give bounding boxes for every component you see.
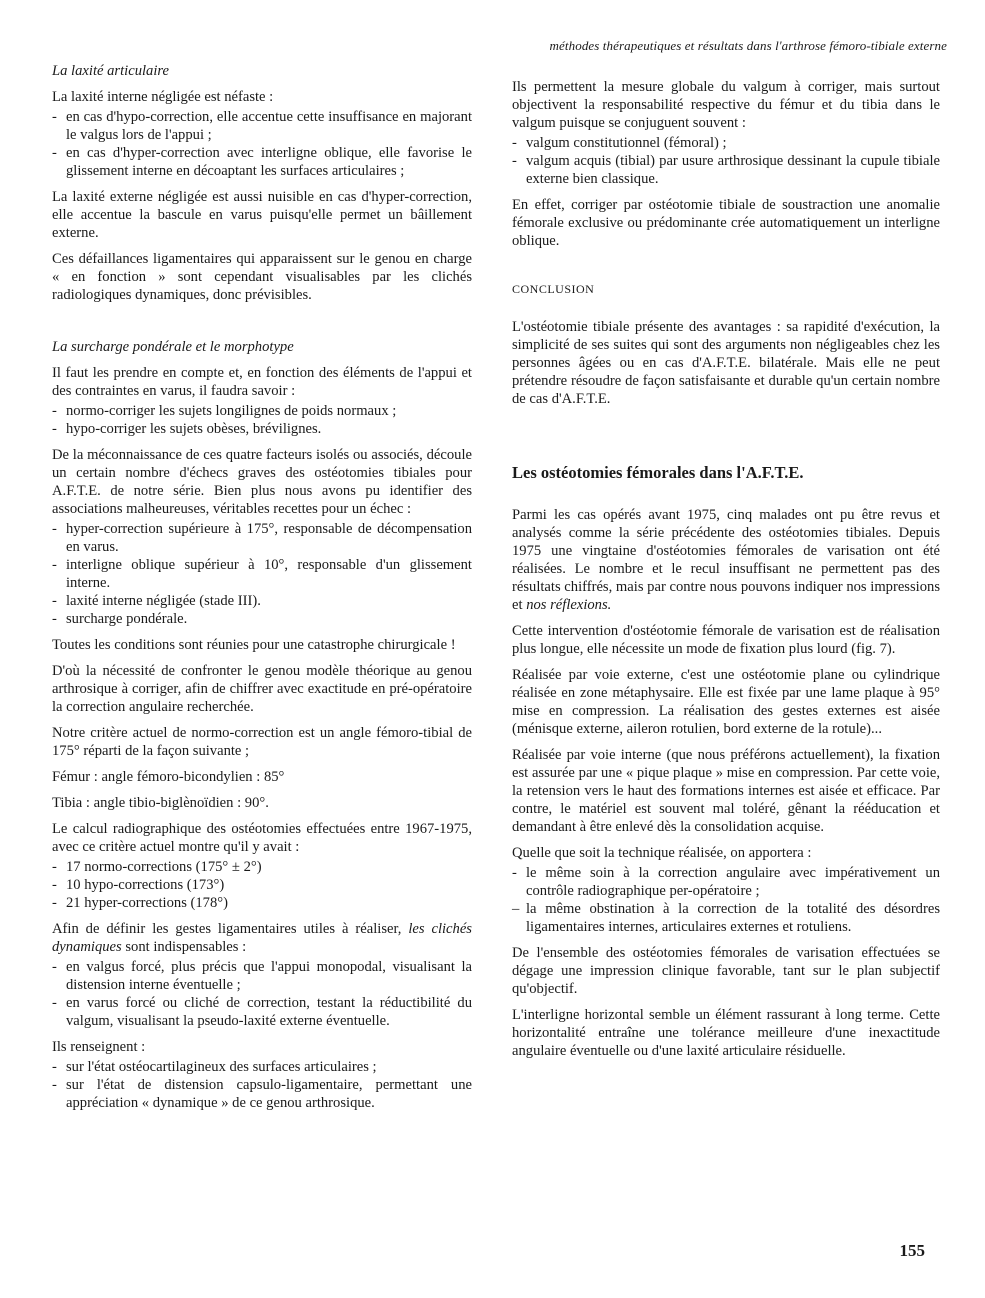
bullet-list (512, 864, 940, 936)
paragraph: Notre critère actuel de normo-correction est un angle fémoro-tibial de 175° réparti de la façon suivante ; (52, 725, 472, 759)
list-item: - normo-corriger les sujets longilignes de poids normaux ; (52, 403, 397, 419)
subheading-laxite: La laxité articulaire (52, 63, 170, 79)
running-head: méthodes thérapeutiques et résultats dans l'arthrose fémoro-tibiale externe (549, 38, 947, 53)
paragraph: En effet, corriger par ostéotomie tibiale de soustraction une anomalie fémorale exclusive ou prédominante crée automatiquement un interligne oblique. (512, 197, 940, 249)
heading-conclusion: CONCLUSION (512, 282, 595, 296)
paragraph: Toutes les conditions sont réunies pour une catastrophe chirurgicale ! (52, 637, 456, 653)
bullet-list (52, 858, 472, 912)
list-item: - 21 hyper-corrections (178°) (52, 895, 228, 911)
list-item: - valgum acquis (tibial) par usure arthrosique dessinant la cupule tibiale externe bien classique. (512, 153, 940, 187)
list-item: - en varus forcé ou cliché de correction, testant la réductibilité du valgum, visualisant la pseudo-laxité externe éventuelle. (52, 995, 472, 1029)
list-item: - le même soin à la correction angulaire avec impérativement un contrôle radiographique per-opératoire ; (512, 865, 940, 899)
list-item: - hypo-corriger les sujets obèses, brévilignes. (52, 421, 322, 437)
list-item: - surcharge pondérale. (52, 611, 188, 627)
paragraph: Fémur : angle fémoro-bicondylien : 85° (52, 769, 285, 785)
bullet-list (52, 1058, 472, 1112)
paragraph: Ces défaillances ligamentaires qui apparaissent sur le genou en charge « en fonction » sont cependant visualisables par les clichés radiologiques dynamiques, donc prévisibles. (52, 251, 472, 303)
bullet-list (52, 108, 472, 180)
paragraph: Réalisée par voie externe, c'est une ostéotomie plane ou cylindrique réalisée en zone métaphysaire. Elle est fixée par une lame plaque à 95° mise en compression. La réalisation des gestes externes est aisée (ménisque externe, aileron rotulien, bord externe de la rotule)... (512, 667, 940, 737)
page-number: 155 (899, 1241, 925, 1260)
list-item: - en valgus forcé, plus précis que l'appui monopodal, visualisant la distension interne éventuelle ; (52, 959, 472, 993)
paragraph: L'ostéotomie tibiale présente des avantages : sa rapidité d'exécution, la simplicité de ses suites qui sont des arguments non négligeables chez les personnes âgées ou en cas d'A.F.T.E. bilatérale. Mais elle ne peut prétendre résoudre de façon satisfaisante et durable qu'un certain nombre de cas d'A.F.T.E. (512, 319, 940, 407)
list-item: - 10 hypo-corrections (173°) (52, 877, 225, 893)
paragraph: Il faut les prendre en compte et, en fonction des éléments de l'appui et des contraintes en varus, il faudra savoir : (52, 365, 472, 399)
paragraph: L'interligne horizontal semble un élément rassurant à long terme. Cette horizontalité entraîne une tolérance meilleure d'une inexactitude angulaire éventuelle ou d'une laxité articulaire résiduelle. (512, 1007, 940, 1059)
list-item: - laxité interne négligée (stade III). (52, 593, 261, 609)
paragraph: Parmi les cas opérés avant 1975, cinq malades ont pu être revus et analysés comme la série précédente des ostéotomies tibiales. Depuis 1975 une vingtaine d'ostéotomies fémorales de varisation ont été réalisées. Le nombre et le recul insuffisant ne permettent pas des résultats chiffrés, mais par contre nous pouvons indiquer nos impressions et nos réflexions. (512, 507, 940, 613)
right-column (512, 78, 940, 1068)
list-item: - interligne oblique supérieur à 10°, responsable d'un glissement interne. (52, 557, 472, 591)
paragraph: Réalisée par voie interne (que nous préférons actuellement), la fixation est assurée par une « pique plaque » mise en compression. Par cette voie, la retension vers le haut des formations internes est aisée et efficace. Par contre, le matériel est souvent mal toléré, gênant la rééducation et demandant à être enlevé dès la consolidation acquise. (512, 747, 940, 835)
list-item: - valgum constitutionnel (fémoral) ; (512, 135, 727, 151)
paragraph: De la méconnaissance de ces quatre facteurs isolés ou associés, découle un certain nombre d'échecs graves des ostéotomies tibiales pour A.F.T.E. de notre série. Bien plus nous avons pu identifier des associations malheureuses, véritables recettes pour un échec : (52, 447, 472, 517)
paragraph: Afin de définir les gestes ligamentaires utiles à réaliser, les clichés dynamiques sont indispensables : (52, 921, 472, 955)
list-item: - 17 normo-corrections (175° ± 2°) (52, 859, 262, 875)
paragraph: Quelle que soit la technique réalisée, on apportera : (512, 845, 812, 861)
paragraph: Ils permettent la mesure globale du valgum à corriger, mais surtout objectivent la responsabilité respective du fémur et du tibia dans le valgum puisque se conjuguent souvent : (512, 79, 940, 131)
paragraph: Tibia : angle tibio-biglènoïdien : 90°. (52, 795, 269, 811)
bullet-list (512, 134, 940, 188)
list-item: - en cas d'hyper-correction avec interligne oblique, elle favorise le glissement interne en décoaptant les surfaces articulaires ; (52, 145, 472, 179)
paragraph: Ils renseignent : (52, 1039, 146, 1055)
paragraph: De l'ensemble des ostéotomies fémorales de varisation effectuées se dégage une impression clinique favorable, tant sur le plan subjectif qu'objectif. (512, 945, 940, 997)
paragraph: Le calcul radiographique des ostéotomies effectuées entre 1967-1975, avec ce critère actuel montre qu'il y avait : (52, 821, 472, 855)
bullet-list (52, 958, 472, 1030)
subheading-surcharge: La surcharge pondérale et le morphotype (52, 339, 294, 355)
paragraph: La laxité externe négligée est aussi nuisible en cas d'hyper-correction, elle accentue la bascule en varus puisqu'elle permet un bâillement externe. (52, 189, 472, 241)
paragraph: D'où la nécessité de confronter le genou modèle théorique au genou arthrosique à corriger, afin de chiffrer avec exactitude en pré-opératoire la correction angulaire recherchée. (52, 663, 472, 715)
list-item: - hyper-correction supérieure à 175°, responsable de décompensation en varus. (52, 521, 472, 555)
section-title: Les ostéotomies fémorales dans l'A.F.T.E. (512, 463, 804, 482)
paragraph: La laxité interne négligée est néfaste : (52, 89, 274, 105)
left-column (52, 62, 472, 1120)
list-item: - sur l'état ostéocartilagineux des surfaces articulaires ; (52, 1059, 377, 1075)
list-item: - sur l'état de distension capsulo-ligamentaire, permettant une appréciation « dynamique » de ce genou arthrosique. (52, 1077, 472, 1111)
list-item: - en cas d'hypo-correction, elle accentue cette insuffisance en majorant le valgus lors de l'appui ; (52, 109, 472, 143)
bullet-list (52, 520, 472, 628)
paragraph: Cette intervention d'ostéotomie fémorale de varisation est de réalisation plus longue, elle nécessite un mode de fixation plus lourd (fig. 7). (512, 623, 940, 657)
list-item: – la même obstination à la correction de la totalité des désordres ligamentaires internes, articulaires externes et rotuliens. (512, 901, 940, 935)
bullet-list (52, 402, 472, 438)
